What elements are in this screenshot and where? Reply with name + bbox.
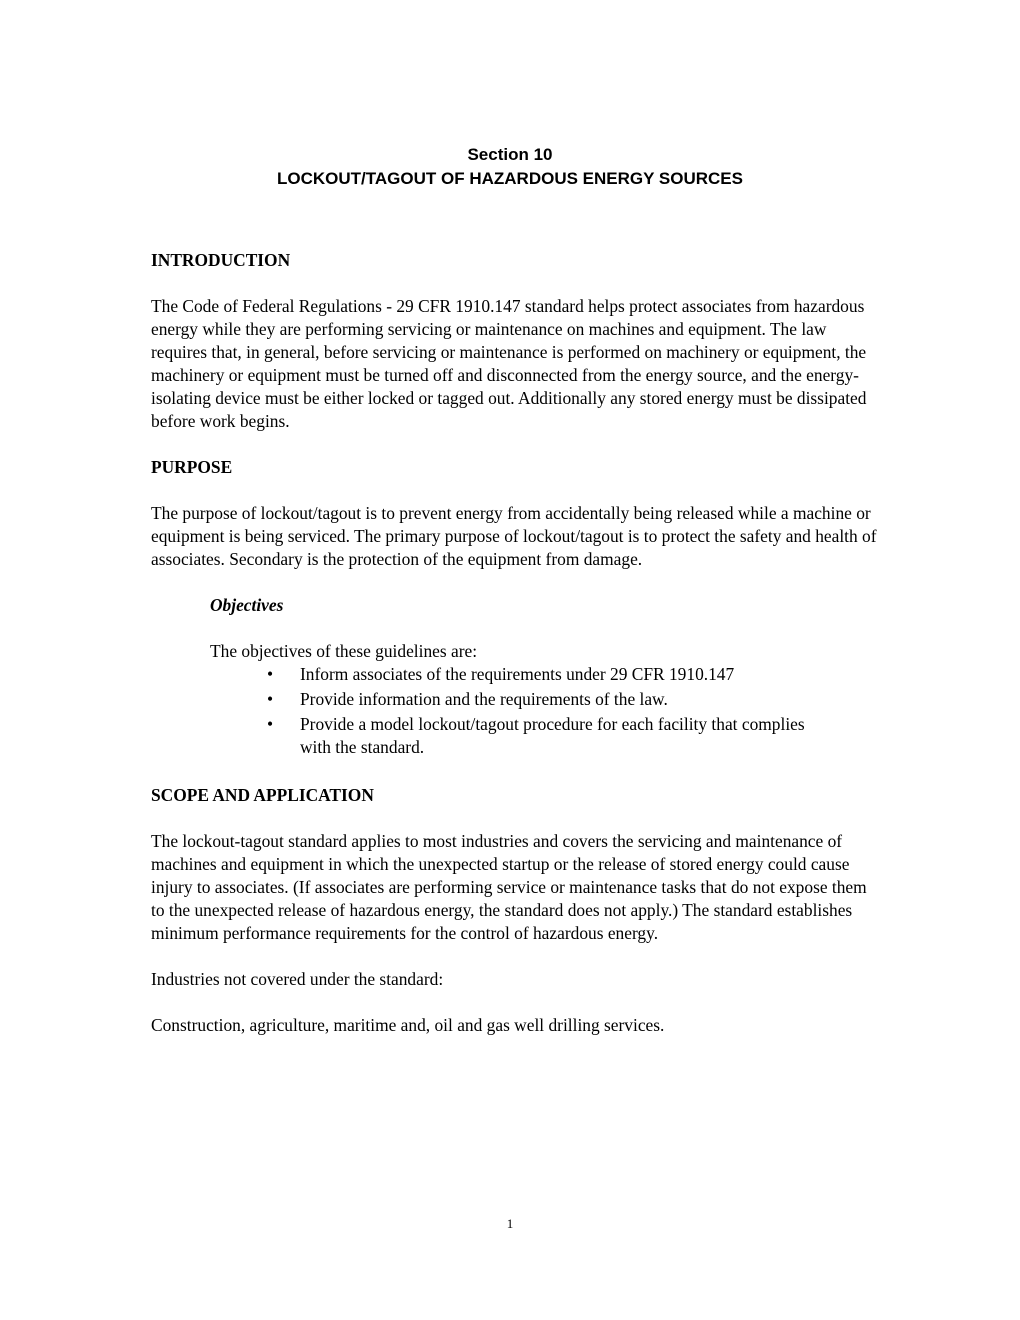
introduction-paragraph: The Code of Federal Regulations - 29 CFR 1910.147 standard helps protect associates from hazardous energy while they are performing servicing or maintenance on machines and equipment. The law requires that, in general, before servicing or maintenance is performed on machinery or equipment, the machinery or equipment must be turned off and disconnected from the energy source, and the energy-isolating device must be either locked or tagged out. Additionally any stored energy must be dissipated before work begins.	[151, 296, 867, 431]
document-body	[151, 249, 881, 1037]
scope-heading: SCOPE AND APPLICATION	[151, 785, 374, 805]
introduction-heading: INTRODUCTION	[151, 250, 291, 270]
list-item	[251, 713, 820, 759]
objectives-intro: The objectives of these guidelines are:	[210, 641, 478, 661]
bullet-icon: •	[267, 664, 274, 684]
objective-text: Provide information and the requirements of the law.	[300, 689, 668, 709]
objective-text: Provide a model lockout/tagout procedure for each facility that complies with the standard.	[300, 714, 805, 757]
bullet-icon: •	[267, 689, 274, 709]
not-covered-list: Construction, agriculture, maritime and, oil and gas well drilling services.	[151, 1015, 665, 1035]
purpose-paragraph: The purpose of lockout/tagout is to prevent energy from accidentally being released while a machine or equipment is being serviced. The primary purpose of lockout/tagout is to protect the safety and health of associates. Secondary is the protection of the equipment from damage.	[151, 503, 877, 569]
purpose-heading: PURPOSE	[151, 457, 233, 477]
bullet-icon: •	[267, 714, 274, 734]
section-number: Section 10	[467, 145, 553, 164]
list-item	[251, 688, 820, 711]
not-covered-label: Industries not covered under the standard:	[151, 969, 444, 989]
list-item	[251, 663, 820, 686]
document-title-block	[0, 143, 1020, 191]
objective-text: Inform associates of the requirements under 29 CFR 1910.147	[300, 664, 735, 684]
page-number: 1	[506, 1216, 514, 1231]
section-title: LOCKOUT/TAGOUT OF HAZARDOUS ENERGY SOURCES	[277, 169, 743, 188]
objectives-list	[251, 663, 881, 759]
objectives-heading: Objectives	[210, 595, 284, 615]
scope-paragraph: The lockout-tagout standard applies to most industries and covers the servicing and maintenance of machines and equipment in which the unexpected startup or the release of stored energy could cause injury to associates. (If associates are performing service or maintenance tasks that do not expose them to the unexpected release of hazardous energy, the standard does not apply.) The standard establishes minimum performance requirements for the control of hazardous energy.	[151, 831, 867, 943]
